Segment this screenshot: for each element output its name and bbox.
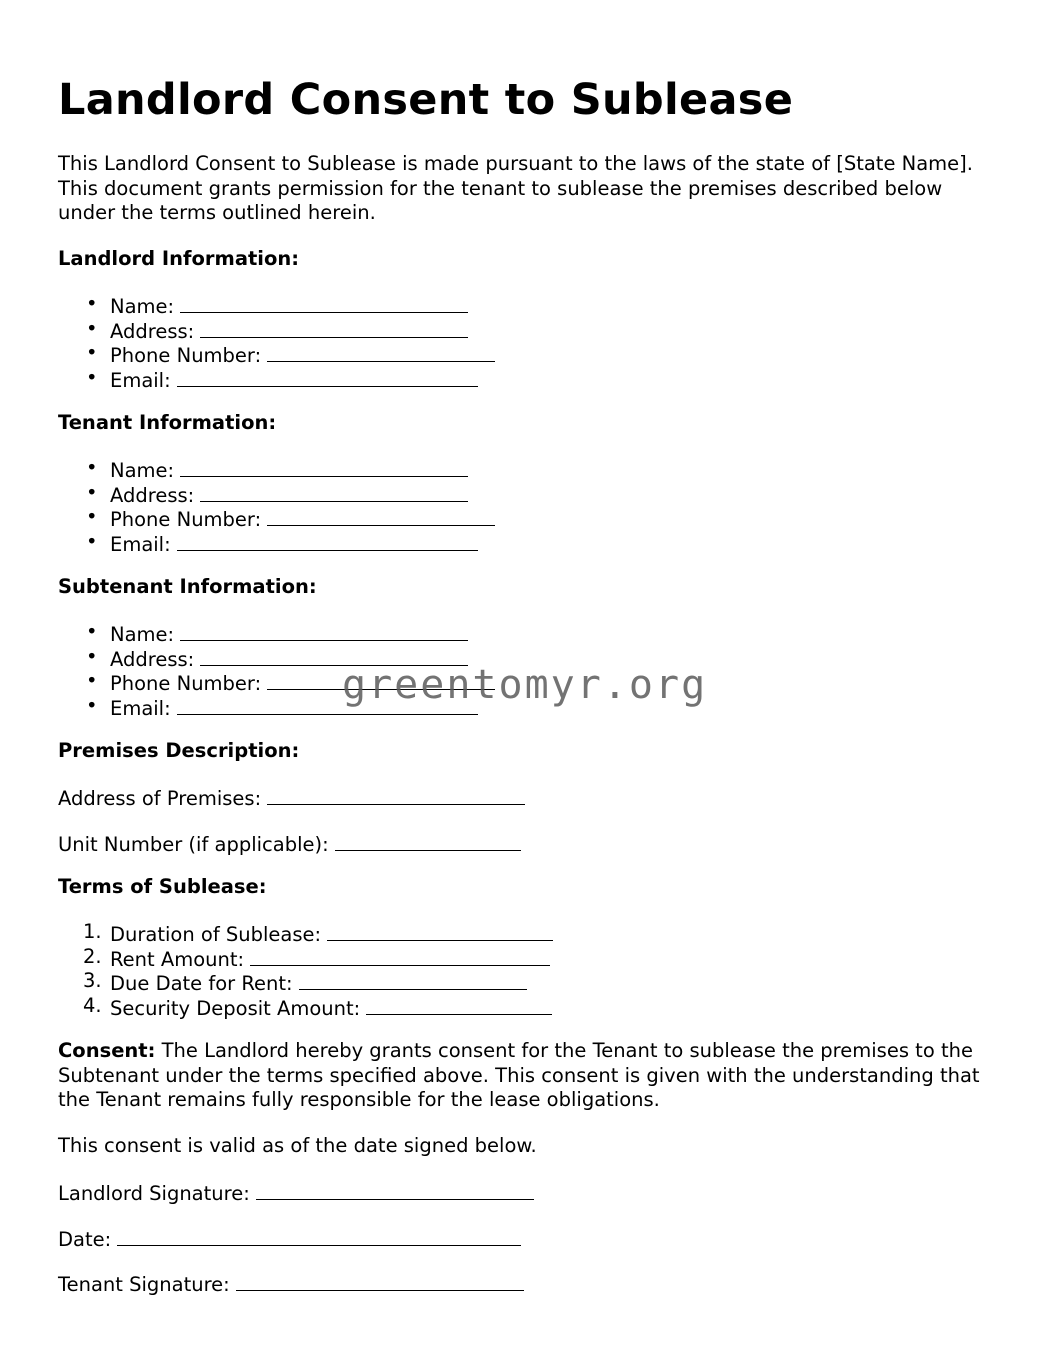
subtenant-phone-field[interactable]: • Phone Number: <box>110 669 495 697</box>
blank-line <box>117 1225 521 1246</box>
terms-deposit-field[interactable]: 4. Security Deposit Amount: <box>110 994 552 1022</box>
validity-statement: This consent is valid as of the date signed below. <box>58 1134 537 1157</box>
blank-line <box>236 1270 524 1291</box>
terms-rent-field[interactable]: 2. Rent Amount: <box>110 945 550 973</box>
blank-line <box>200 317 468 338</box>
blank-line <box>180 292 468 313</box>
consent-text: The Landlord hereby grants consent for the Tenant to sublease the premises to the Subtenant under the terms specified above. This consent is given with the understanding that the Tenant remains fully responsible for the lease obligations. <box>58 1039 980 1112</box>
blank-line <box>180 456 468 477</box>
tenant-name-field[interactable]: • Name: <box>110 456 468 484</box>
blank-line <box>177 366 478 387</box>
landlord-address-field[interactable]: • Address: <box>110 317 468 345</box>
subtenant-email-field[interactable]: • Email: <box>110 694 478 722</box>
landlord-heading: Landlord Information: <box>58 247 300 270</box>
blank-line <box>267 505 495 526</box>
tenant-heading: Tenant Information: <box>58 411 277 434</box>
blank-line <box>267 341 495 362</box>
landlord-phone-field[interactable]: • Phone Number: <box>110 341 495 369</box>
blank-line <box>267 784 525 805</box>
blank-line <box>335 830 521 851</box>
watermark: greentomyr.org <box>342 662 708 708</box>
terms-duration-field[interactable]: 1. Duration of Sublease: <box>110 920 553 948</box>
blank-line <box>327 920 553 941</box>
consent-paragraph <box>58 1039 998 1113</box>
intro-paragraph: This Landlord Consent to Sublease is made pursuant to the laws of the state of [State Name]. This document grants permission for the tenant to sublease the premises described below under the terms outlined herein. <box>58 152 973 225</box>
blank-line <box>200 481 468 502</box>
landlord-name-field[interactable]: • Name: <box>110 292 468 320</box>
premises-unit-field[interactable]: Unit Number (if applicable): <box>58 830 521 858</box>
landlord-signature-field[interactable]: Landlord Signature: <box>58 1179 534 1207</box>
blank-line <box>250 945 550 966</box>
date-field[interactable]: Date: <box>58 1225 521 1253</box>
premises-heading: Premises Description: <box>58 739 300 762</box>
subtenant-address-field[interactable]: • Address: <box>110 645 468 673</box>
document-title: Landlord Consent to Sublease <box>58 75 794 125</box>
landlord-email-field[interactable]: • Email: <box>110 366 478 394</box>
blank-line <box>256 1179 534 1200</box>
tenant-address-field[interactable]: • Address: <box>110 481 468 509</box>
subtenant-name-field[interactable]: • Name: <box>110 620 468 648</box>
tenant-phone-field[interactable]: • Phone Number: <box>110 505 495 533</box>
terms-heading: Terms of Sublease: <box>58 875 267 898</box>
tenant-email-field[interactable]: • Email: <box>110 530 478 558</box>
tenant-signature-field[interactable]: Tenant Signature: <box>58 1270 524 1298</box>
subtenant-heading: Subtenant Information: <box>58 575 317 598</box>
consent-label: Consent: <box>58 1039 156 1062</box>
premises-address-field[interactable]: Address of Premises: <box>58 784 525 812</box>
blank-line <box>180 620 468 641</box>
terms-due-date-field[interactable]: 3. Due Date for Rent: <box>110 969 527 997</box>
blank-line <box>366 994 552 1015</box>
blank-line <box>177 530 478 551</box>
blank-line <box>299 969 527 990</box>
